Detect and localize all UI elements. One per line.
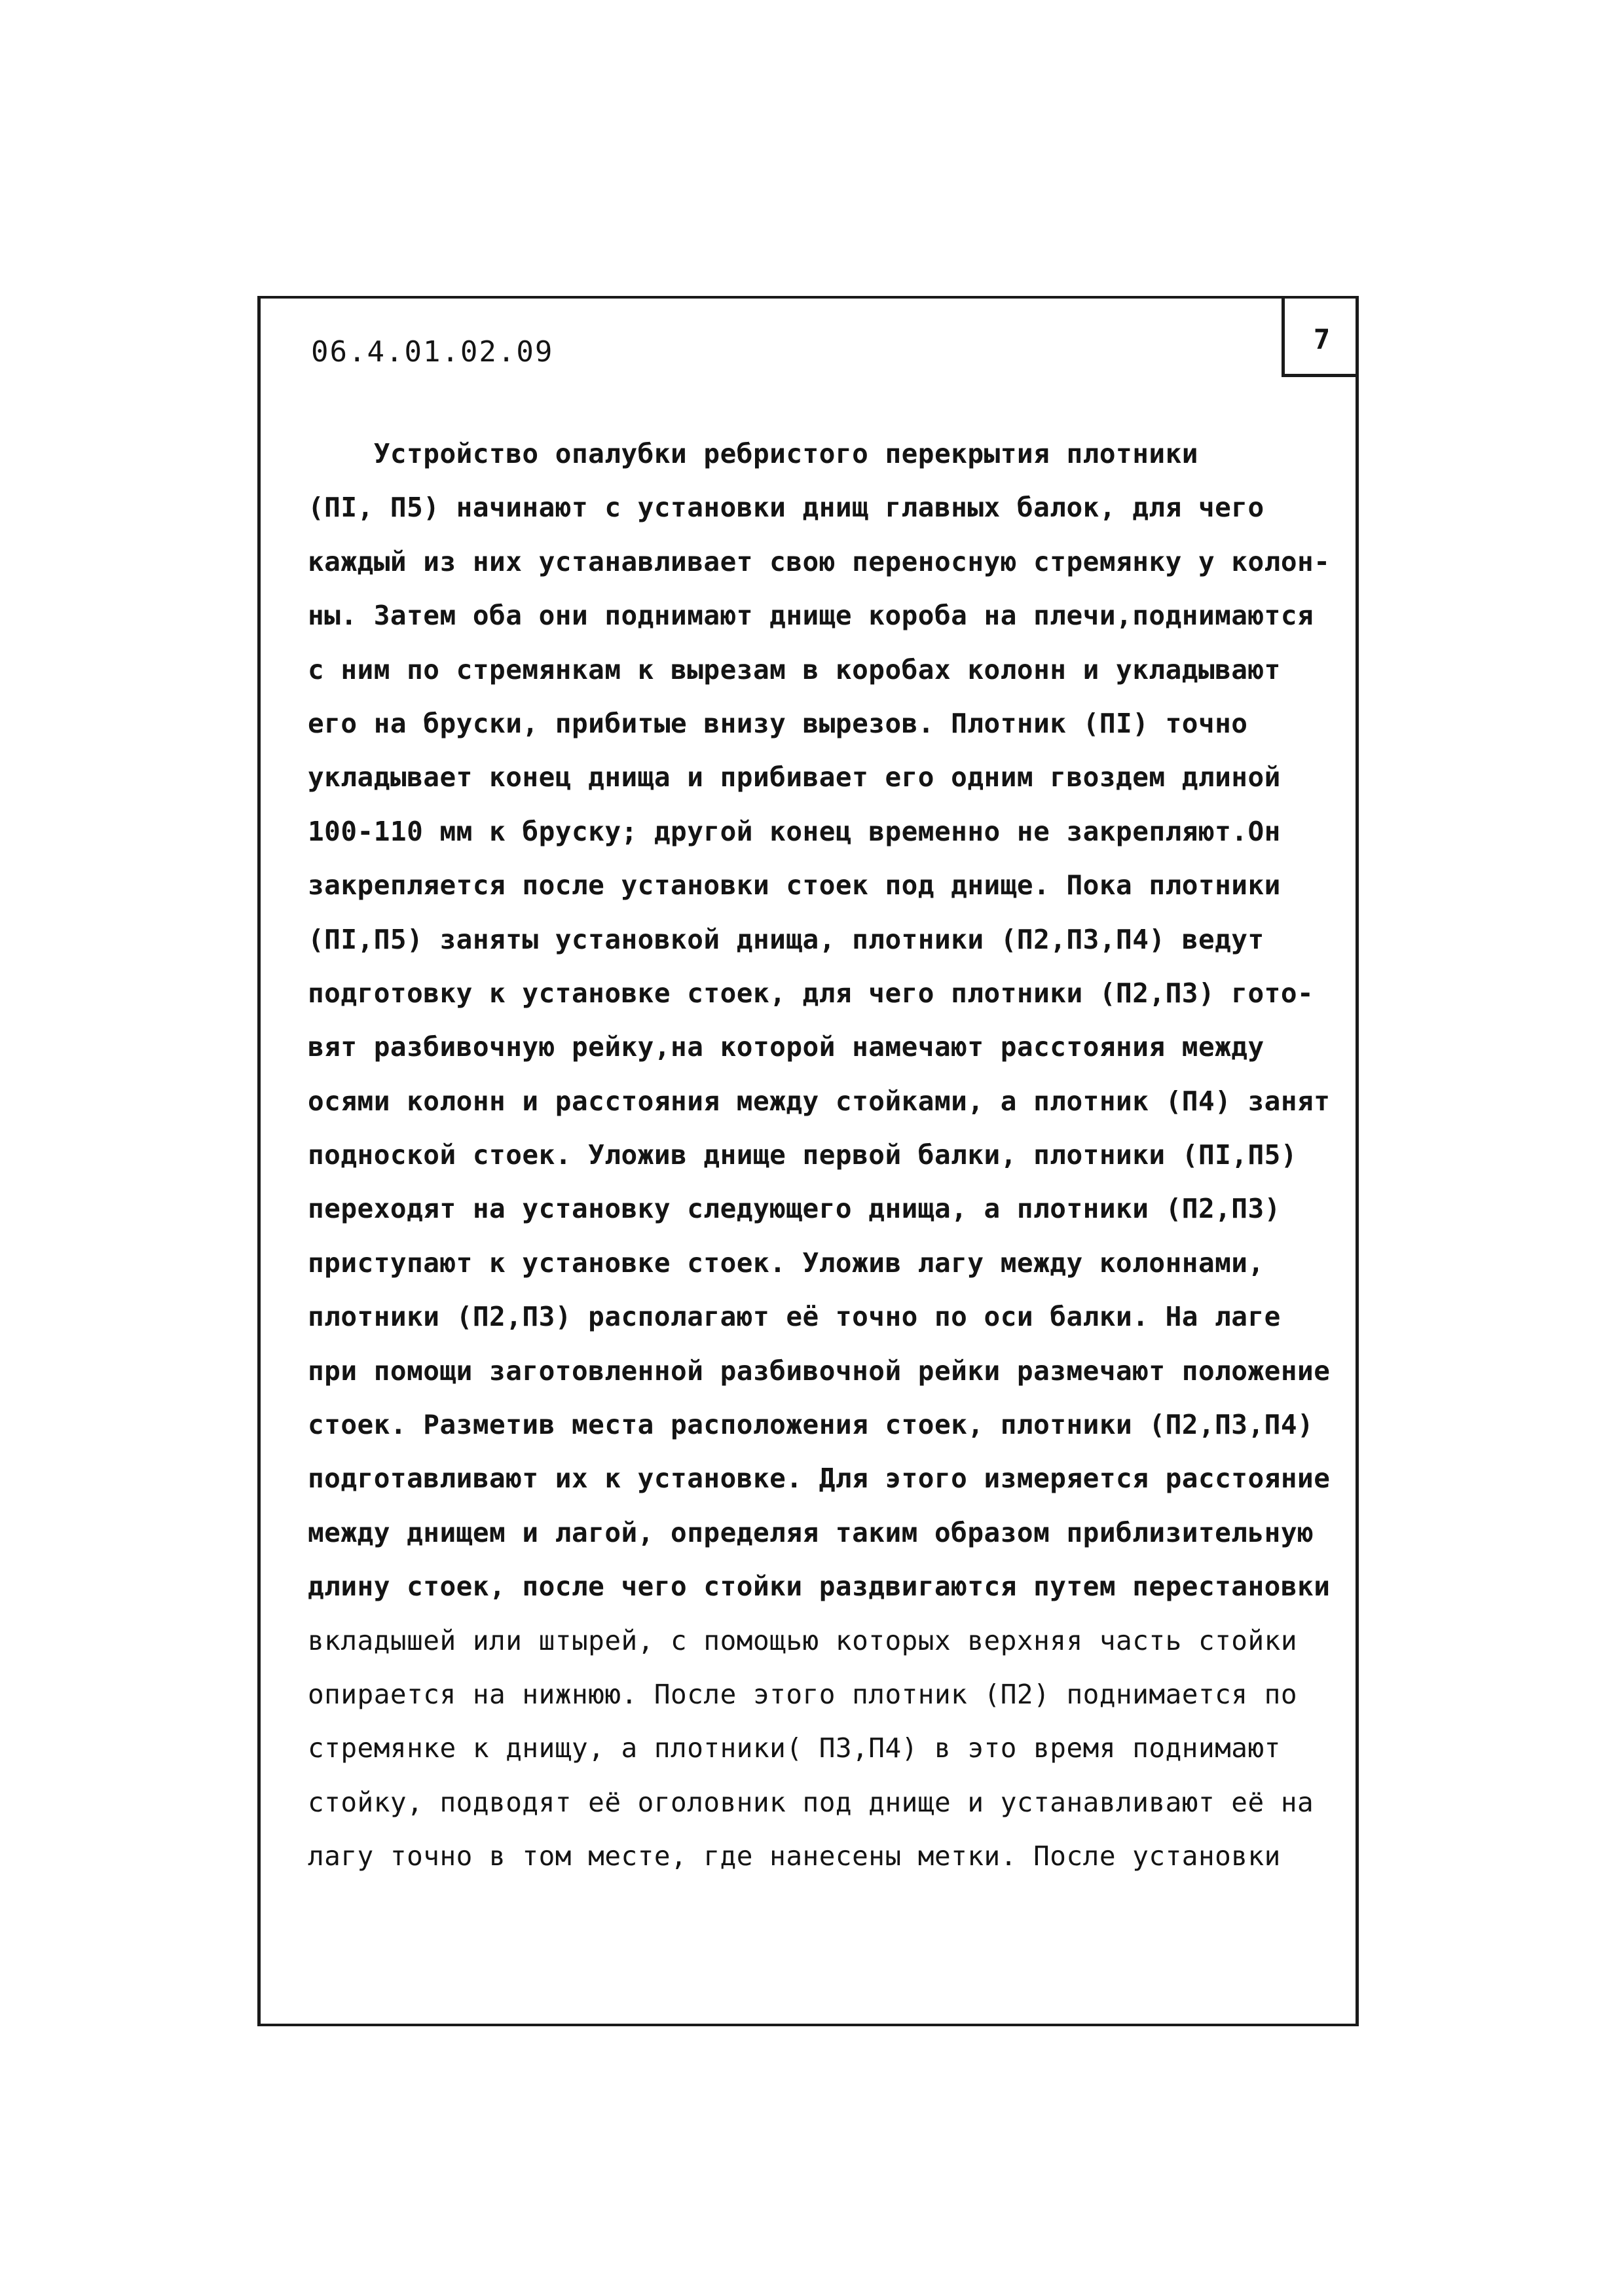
document-code: 06.4.01.02.09 — [311, 335, 554, 369]
text-line: плотники (П2,П3) располагают её точно по оси балки. На лаге — [308, 1301, 1281, 1333]
text-line: (ПI, П5) начинают с установки днищ главных балок, для чего — [308, 492, 1264, 524]
text-line: приступают к установке стоек. Уложив лагу между колоннами, — [308, 1247, 1264, 1279]
text-line: вят разбивочную рейку,на которой намечают расстояния между — [308, 1031, 1264, 1063]
page-number-box — [1282, 296, 1359, 377]
text-line: вкладышей или штырей, с помощью которых верхняя часть стойки — [308, 1624, 1298, 1656]
text-line: подноской стоек. Уложив днище первой балки, плотники (ПI,П5) — [308, 1139, 1298, 1171]
text-line: Устройство опалубки ребристого перекрытия плотники — [308, 438, 1198, 469]
text-line: лагу точно в том месте, где нанесены метки. После установки — [308, 1840, 1281, 1872]
text-line: с ним по стремянкам к вырезам в коробах колонн и укладывают — [308, 653, 1281, 685]
text-line: опирается на нижнюю. После этого плотник (П2) поднимается по — [308, 1678, 1298, 1710]
text-line: ны. Затем оба они поднимают днище короба на плечи,поднимаются — [308, 600, 1314, 632]
text-line: стремянке к днищу, а плотники( П3,П4) в это время поднимают — [308, 1732, 1281, 1764]
text-line: закрепляется после установки стоек под днище. Пока плотники — [308, 869, 1281, 902]
body-text — [308, 427, 1369, 1884]
text-line: его на бруски, прибитые внизу вырезов. Плотник (ПI) точно — [308, 707, 1248, 739]
text-line: стойку, подводят её оголовник под днище и устанавливают её на — [308, 1786, 1314, 1818]
text-line: осями колонн и расстояния между стойками, а плотник (П4) занят — [308, 1085, 1331, 1117]
text-line: переходят на установку следующего днища, а плотники (П2,П3) — [308, 1193, 1281, 1225]
text-line: между днищем и лагой, определяя таким образом приблизительную — [308, 1516, 1314, 1548]
text-line: при помощи заготовленной разбивочной рейки размечают положение — [308, 1355, 1331, 1387]
text-line: каждый из них устанавливает свою переносную стремянку у колон- — [308, 545, 1331, 577]
text-line: подготовку к установке стоек, для чего плотники (П2,П3) гото- — [308, 977, 1314, 1009]
text-line: (ПI,П5) заняты установкой днища, плотники (П2,П3,П4) ведут — [308, 923, 1264, 955]
text-line: длину стоек, после чего стойки раздвигаются путем перестановки — [308, 1571, 1331, 1603]
text-line: укладывает конец днища и прибивает его одним гвоздем длиной — [308, 761, 1281, 793]
text-line: стоек. Разметив места расположения стоек, плотники (П2,П3,П4) — [308, 1409, 1314, 1441]
page-number: 7 — [1313, 323, 1331, 355]
text-line: 100-110 мм к бруску; другой конец временно не закрепляют.Он — [308, 815, 1281, 847]
text-line: подготавливают их к установке. Для этого измеряется расстояние — [308, 1463, 1331, 1495]
